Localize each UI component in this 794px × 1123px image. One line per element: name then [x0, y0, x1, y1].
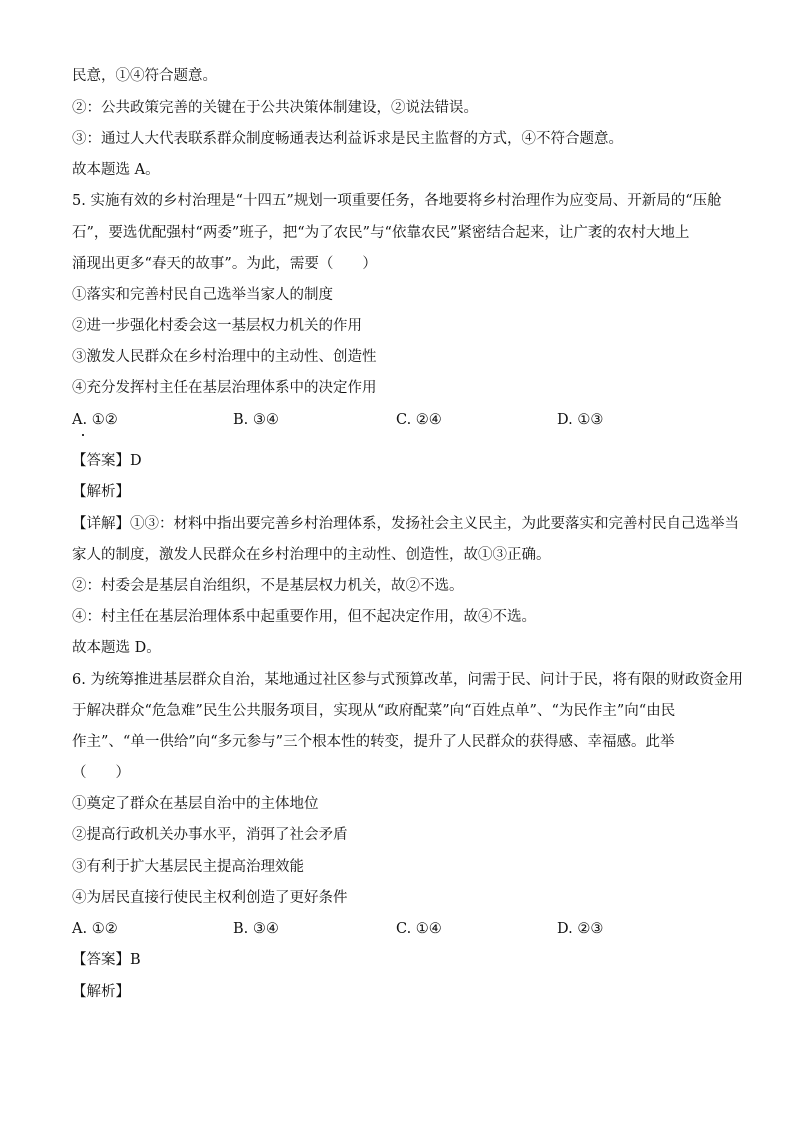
q5-answer: 【答案】D [72, 453, 142, 469]
q6-option-d: D. ②③ [557, 921, 604, 937]
q5-detail-line-2: 家人的制度，激发人民群众在乡村治理中的主动性、创造性，故①③正确。 [72, 547, 551, 563]
q5-item-3: ③激发人民群众在乡村治理中的主动性、创造性 [72, 349, 377, 365]
q5-item-1: ①落实和完善村民自己选举当家人的制度 [72, 287, 333, 303]
q5-conclusion: 故本题选 D。 [72, 640, 161, 656]
q5-item-4: ④充分发挥村主任在基层治理体系中的决定作用 [72, 380, 377, 396]
q6-option-b: B. ③④ [233, 921, 279, 937]
q4-conclusion: 故本题选 A。 [72, 162, 160, 178]
q5-item-2: ②进一步强化村委会这一基层权力机关的作用 [72, 318, 362, 334]
q6-stem-line-1: 6. 为统筹推进基层群众自治，某地通过社区参与式预算改革，问需于民、问计于民，将有限的财政资金用 [72, 672, 743, 688]
q6-item-1: ①奠定了群众在基层自治中的主体地位 [72, 796, 319, 812]
q4-analysis-line-2: ②：公共政策完善的关键在于公共决策体制建设，②说法错误。 [72, 100, 478, 116]
q5-option-d: D. ①③ [557, 412, 604, 428]
q5-detail-line-3: ②：村委会是基层自治组织，不是基层权力机关，故②不选。 [72, 578, 464, 594]
q6-analysis-label: 【解析】 [72, 984, 130, 1000]
q5-detail-line-1: 【详解】①③：材料中指出要完善乡村治理体系，发扬社会主义民主，为此要落实和完善村民自己选举当 [72, 516, 739, 532]
q5-stem-line-1: 5. 实施有效的乡村治理是“十四五”规划一项重要任务，各地要将乡村治理作为应变局、开新局的“压舱 [72, 193, 722, 209]
q6-item-4: ④为居民直接行使民主权利创造了更好条件 [72, 890, 348, 906]
q5-analysis-label: 【解析】 [72, 484, 130, 500]
q5-option-c: C. ②④ [396, 412, 442, 428]
stray-dot [82, 434, 84, 436]
q6-stem-line-4: （ ） [72, 765, 130, 781]
q6-stem-line-2: 于解决群众“危急难”民生公共服务项目，实现从“政府配菜”向“百姓点单”、“为民作主”向“由民 [72, 703, 676, 719]
q5-stem-line-3: 涌现出更多“春天的故事”。为此，需要（ ） [72, 256, 377, 272]
q6-item-2: ②提高行政机关办事水平，消弭了社会矛盾 [72, 827, 348, 843]
q5-stem-line-2: 石”，要选优配强村“两委”班子，把“为了农民”与“依靠农民”紧密结合起来，让广袤的农村大地上 [72, 225, 690, 241]
q5-detail-line-4: ④：村主任在基层治理体系中起重要作用，但不起决定作用，故④不选。 [72, 609, 536, 625]
q6-stem-line-3: 作主”、“单一供给”向“多元参与”三个根本性的转变，提升了人民群众的获得感、幸福感。此举 [72, 734, 675, 750]
q6-answer: 【答案】B [72, 952, 141, 968]
q6-option-c: C. ①④ [396, 921, 442, 937]
q5-option-b: B. ③④ [233, 412, 279, 428]
q6-option-a: A. ①② [72, 921, 118, 937]
q4-analysis-line-3: ③：通过人大代表联系群众制度畅通表达利益诉求是民主监督的方式，④不符合题意。 [72, 131, 623, 147]
q6-item-3: ③有利于扩大基层民主提高治理效能 [72, 859, 304, 875]
q4-analysis-line-1: 民意，①④符合题意。 [72, 68, 217, 84]
q5-option-a: A. ①② [72, 412, 118, 428]
